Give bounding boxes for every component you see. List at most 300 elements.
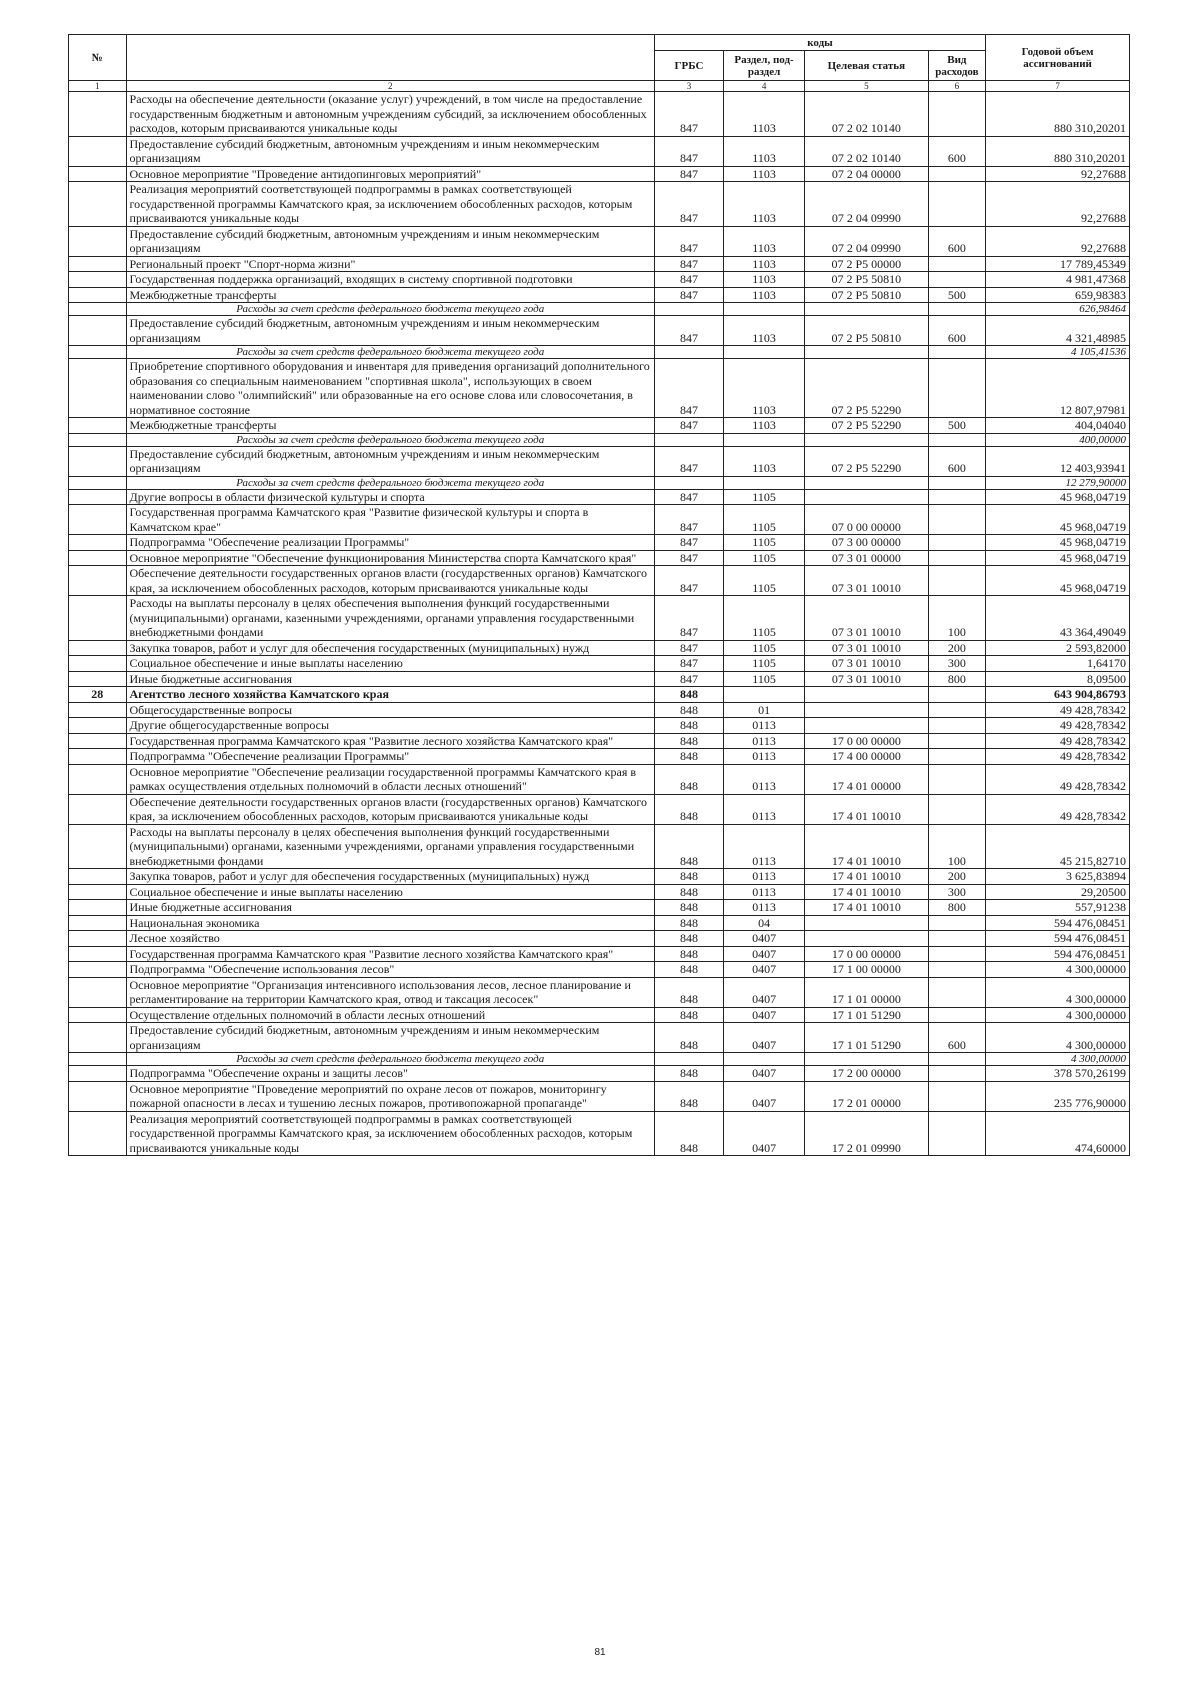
item-name-cell: Предоставление субсидий бюджетным, автономным учреждениям и иным некоммерческим организациям	[126, 226, 654, 256]
grbs-cell: 848	[654, 1066, 723, 1082]
grbs-cell	[654, 346, 723, 359]
amount-cell: 12 807,97981	[986, 359, 1130, 418]
target-article-cell	[805, 303, 929, 316]
table-row	[69, 489, 1130, 505]
budget-table	[68, 34, 1130, 1156]
target-article-cell: 17 2 01 09990	[805, 1111, 929, 1156]
target-article-cell: 17 4 01 00000	[805, 764, 929, 794]
header-annual-volume: Годовой объем ассигнований	[986, 35, 1130, 81]
item-name-cell: Предоставление субсидий бюджетным, автономным учреждениям и иным некоммерческим организациям	[126, 446, 654, 476]
table-row	[69, 446, 1130, 476]
target-article-cell: 07 3 01 10010	[805, 640, 929, 656]
row-number-cell	[69, 977, 127, 1007]
amount-cell: 880 310,20201	[986, 92, 1130, 137]
item-name-cell: Закупка товаров, работ и услуг для обеспечения государственных (муниципальных) нужд	[126, 640, 654, 656]
row-number-cell	[69, 346, 127, 359]
amount-cell: 404,04040	[986, 418, 1130, 434]
expense-type-cell: 600	[928, 446, 986, 476]
row-number-cell	[69, 182, 127, 227]
section-cell: 0407	[724, 931, 805, 947]
target-article-cell: 07 2 P5 52290	[805, 359, 929, 418]
expense-type-cell: 200	[928, 640, 986, 656]
section-cell: 0407	[724, 1023, 805, 1053]
header-target-article: Целевая статья	[805, 51, 929, 81]
row-number-cell	[69, 1007, 127, 1023]
grbs-cell: 847	[654, 92, 723, 137]
amount-cell: 43 364,49049	[986, 596, 1130, 641]
amount-cell: 1,64170	[986, 656, 1130, 672]
target-article-cell: 17 4 01 10010	[805, 794, 929, 824]
column-number: 3	[654, 81, 723, 92]
section-cell: 1103	[724, 359, 805, 418]
target-article-cell: 07 2 P5 50810	[805, 287, 929, 303]
row-number-cell	[69, 566, 127, 596]
grbs-cell: 847	[654, 272, 723, 288]
amount-cell: 4 300,00000	[986, 962, 1130, 978]
target-article-cell	[805, 718, 929, 734]
table-row	[69, 733, 1130, 749]
row-number-cell	[69, 418, 127, 434]
item-name-cell: Обеспечение деятельности государственных органов власти (государственных органов) Камчатского края, за исключением обособленных расходов, которым присваиваются уникальные коды	[126, 566, 654, 596]
row-number-cell	[69, 287, 127, 303]
item-name-cell: Национальная экономика	[126, 915, 654, 931]
amount-cell: 49 428,78342	[986, 702, 1130, 718]
target-article-cell: 07 2 P5 50810	[805, 272, 929, 288]
table-row	[69, 287, 1130, 303]
item-name-cell: Обеспечение деятельности государственных органов власти (государственных органов) Камчатского края, за исключением обособленных расходов, которым присваиваются уникальные коды	[126, 794, 654, 824]
table-header	[69, 35, 1130, 92]
header-number: №	[69, 35, 127, 81]
expense-type-cell	[928, 359, 986, 418]
expense-type-cell	[928, 718, 986, 734]
amount-cell: 4 300,00000	[986, 1007, 1130, 1023]
grbs-cell: 847	[654, 136, 723, 166]
header-expense-type: Вид расходов	[928, 51, 986, 81]
target-article-cell	[805, 489, 929, 505]
amount-cell: 880 310,20201	[986, 136, 1130, 166]
section-cell: 1103	[724, 136, 805, 166]
table-row	[69, 535, 1130, 551]
section-cell: 0113	[724, 884, 805, 900]
amount-cell: 474,60000	[986, 1111, 1130, 1156]
expense-type-cell	[928, 915, 986, 931]
target-article-cell: 17 4 01 10010	[805, 824, 929, 869]
expense-type-cell	[928, 1053, 986, 1066]
target-article-cell: 07 0 00 00000	[805, 505, 929, 535]
target-article-cell: 17 4 01 10010	[805, 900, 929, 916]
row-number-cell	[69, 550, 127, 566]
row-number-cell	[69, 476, 127, 489]
target-article-cell	[805, 931, 929, 947]
section-cell: 0407	[724, 1007, 805, 1023]
table-row	[69, 869, 1130, 885]
row-number-cell	[69, 946, 127, 962]
grbs-cell: 848	[654, 915, 723, 931]
grbs-cell	[654, 303, 723, 316]
target-article-cell: 07 3 01 10010	[805, 671, 929, 687]
federal-budget-row	[69, 346, 1130, 359]
target-article-cell: 17 2 01 00000	[805, 1081, 929, 1111]
amount-cell: 49 428,78342	[986, 764, 1130, 794]
item-name-cell: Другие вопросы в области физической культуры и спорта	[126, 489, 654, 505]
section-cell: 0113	[724, 733, 805, 749]
amount-cell: 45 968,04719	[986, 550, 1130, 566]
table-row	[69, 1081, 1130, 1111]
row-number-cell	[69, 92, 127, 137]
grbs-cell: 848	[654, 733, 723, 749]
table-row	[69, 656, 1130, 672]
table-row	[69, 931, 1130, 947]
table-row	[69, 640, 1130, 656]
item-name-cell: Лесное хозяйство	[126, 931, 654, 947]
amount-cell: 45 968,04719	[986, 535, 1130, 551]
expense-type-cell: 100	[928, 824, 986, 869]
target-article-cell: 07 3 00 00000	[805, 535, 929, 551]
section-cell: 0113	[724, 824, 805, 869]
table-row	[69, 915, 1130, 931]
column-number: 7	[986, 81, 1130, 92]
amount-cell: 594 476,08451	[986, 915, 1130, 931]
item-name-cell: Государственная программа Камчатского края "Развитие лесного хозяйства Камчатского края"	[126, 733, 654, 749]
item-name-cell: Социальное обеспечение и иные выплаты населению	[126, 656, 654, 672]
expense-type-cell	[928, 977, 986, 1007]
row-number-cell	[69, 1023, 127, 1053]
section-cell	[724, 1053, 805, 1066]
target-article-cell: 07 2 02 10140	[805, 92, 929, 137]
amount-cell: 45 968,04719	[986, 505, 1130, 535]
expense-type-cell	[928, 346, 986, 359]
section-cell: 0407	[724, 977, 805, 1007]
section-cell: 1105	[724, 640, 805, 656]
item-name-cell: Расходы за счет средств федерального бюджета текущего года	[126, 1053, 654, 1066]
federal-budget-row	[69, 476, 1130, 489]
grbs-cell: 847	[654, 446, 723, 476]
section-cell: 1105	[724, 566, 805, 596]
section-cell: 1105	[724, 505, 805, 535]
grbs-cell: 848	[654, 931, 723, 947]
amount-cell: 92,27688	[986, 166, 1130, 182]
section-cell: 1105	[724, 535, 805, 551]
table-row	[69, 946, 1130, 962]
target-article-cell: 07 2 P5 50810	[805, 316, 929, 346]
amount-cell: 557,91238	[986, 900, 1130, 916]
item-name-cell: Закупка товаров, работ и услуг для обеспечения государственных (муниципальных) нужд	[126, 869, 654, 885]
table-row	[69, 1023, 1130, 1053]
table-row	[69, 718, 1130, 734]
header-grbs: ГРБС	[654, 51, 723, 81]
expense-type-cell	[928, 92, 986, 137]
target-article-cell: 17 2 00 00000	[805, 1066, 929, 1082]
grbs-cell: 848	[654, 764, 723, 794]
section-cell: 1105	[724, 671, 805, 687]
target-article-cell: 07 3 01 10010	[805, 596, 929, 641]
expense-type-cell: 800	[928, 671, 986, 687]
row-number-cell	[69, 749, 127, 765]
expense-type-cell	[928, 489, 986, 505]
item-name-cell: Подпрограмма "Обеспечение использования лесов"	[126, 962, 654, 978]
row-number-cell	[69, 794, 127, 824]
item-name-cell: Основное мероприятие "Проведение мероприятий по охране лесов от пожаров, мониторингу пожарной опасности в лесах и тушению лесных пожаров, противопожарной пропаганде"	[126, 1081, 654, 1111]
page-number: 81	[594, 1647, 606, 1658]
row-number-cell	[69, 446, 127, 476]
section-cell: 0113	[724, 900, 805, 916]
column-number: 6	[928, 81, 986, 92]
target-article-cell	[805, 702, 929, 718]
amount-cell: 45 215,82710	[986, 824, 1130, 869]
row-number-cell	[69, 764, 127, 794]
section-cell: 1103	[724, 182, 805, 227]
table-row	[69, 749, 1130, 765]
item-name-cell: Подпрограмма "Обеспечение реализации Программы"	[126, 535, 654, 551]
expense-type-cell	[928, 433, 986, 446]
row-number-cell: 28	[69, 687, 127, 703]
expense-type-cell	[928, 702, 986, 718]
table-row	[69, 136, 1130, 166]
section-cell: 1105	[724, 596, 805, 641]
row-number-cell	[69, 656, 127, 672]
item-name-cell: Расходы на обеспечение деятельности (оказание услуг) учреждений, в том числе на предоставление государственным бюджетным и автономным учреждениям субсидий, за исключением обособленных расходов, которым присваиваются уникальные коды	[126, 92, 654, 137]
amount-cell: 4 300,00000	[986, 1023, 1130, 1053]
amount-cell: 4 981,47368	[986, 272, 1130, 288]
expense-type-cell: 300	[928, 656, 986, 672]
target-article-cell: 17 1 01 00000	[805, 977, 929, 1007]
item-name-cell: Основное мероприятие "Проведение антидопинговых мероприятий"	[126, 166, 654, 182]
table-row	[69, 1007, 1130, 1023]
item-name-cell: Государственная поддержка организаций, входящих в систему спортивной подготовки	[126, 272, 654, 288]
amount-cell: 378 570,26199	[986, 1066, 1130, 1082]
item-name-cell: Региональный проект "Спорт-норма жизни"	[126, 256, 654, 272]
item-name-cell: Основное мероприятие "Организация интенсивного использования лесов, лесное планирование и регламентирование на территории Камчатского края, отвод и таксация лесосек"	[126, 977, 654, 1007]
grbs-cell: 847	[654, 535, 723, 551]
grbs-cell: 847	[654, 640, 723, 656]
table-row	[69, 1111, 1130, 1156]
grbs-cell: 848	[654, 824, 723, 869]
section-cell: 1103	[724, 316, 805, 346]
table-row	[69, 596, 1130, 641]
target-article-cell	[805, 915, 929, 931]
amount-cell: 12 403,93941	[986, 446, 1130, 476]
amount-cell: 659,98383	[986, 287, 1130, 303]
section-cell: 1103	[724, 272, 805, 288]
row-number-cell	[69, 226, 127, 256]
grbs-cell: 848	[654, 1023, 723, 1053]
row-number-cell	[69, 505, 127, 535]
grbs-cell: 847	[654, 166, 723, 182]
target-article-cell: 17 4 01 10010	[805, 869, 929, 885]
section-cell: 0113	[724, 718, 805, 734]
grbs-cell	[654, 433, 723, 446]
table-row	[69, 962, 1130, 978]
row-number-cell	[69, 433, 127, 446]
grbs-cell: 847	[654, 256, 723, 272]
expense-type-cell	[928, 1081, 986, 1111]
grbs-cell: 848	[654, 1111, 723, 1156]
table-row	[69, 764, 1130, 794]
table-row	[69, 900, 1130, 916]
section-cell: 04	[724, 915, 805, 931]
amount-cell: 49 428,78342	[986, 733, 1130, 749]
budget-table-sheet	[68, 34, 1130, 1156]
grbs-cell: 847	[654, 489, 723, 505]
expense-type-cell: 800	[928, 900, 986, 916]
item-name-cell: Реализация мероприятий соответствующей подпрограммы в рамках соответствующей государственной программы Камчатского края, за исключением обособленных расходов, которым присваиваются уникальные коды	[126, 1111, 654, 1156]
section-cell	[724, 687, 805, 703]
expense-type-cell	[928, 535, 986, 551]
grbs-cell: 847	[654, 359, 723, 418]
amount-cell: 594 476,08451	[986, 931, 1130, 947]
amount-cell: 49 428,78342	[986, 749, 1130, 765]
item-name-cell: Межбюджетные трансферты	[126, 287, 654, 303]
section-cell: 1103	[724, 92, 805, 137]
section-cell	[724, 303, 805, 316]
item-name-cell: Расходы на выплаты персоналу в целях обеспечения выполнения функций государственными (муниципальными) органами, казенными учреждениями, органами управления государственными внебюджетными фондами	[126, 596, 654, 641]
amount-cell: 8,09500	[986, 671, 1130, 687]
item-name-cell: Иные бюджетные ассигнования	[126, 671, 654, 687]
row-number-cell	[69, 915, 127, 931]
grbs-cell: 848	[654, 900, 723, 916]
grbs-cell: 847	[654, 671, 723, 687]
grbs-cell: 848	[654, 702, 723, 718]
row-number-cell	[69, 596, 127, 641]
table-row	[69, 884, 1130, 900]
expense-type-cell: 600	[928, 316, 986, 346]
section-cell: 0407	[724, 1111, 805, 1156]
header-section: Раздел, под-раздел	[724, 51, 805, 81]
table-row	[69, 92, 1130, 137]
amount-cell: 4 300,00000	[986, 977, 1130, 1007]
amount-cell: 4 321,48985	[986, 316, 1130, 346]
expense-type-cell: 500	[928, 418, 986, 434]
column-number: 2	[126, 81, 654, 92]
section-cell: 1103	[724, 166, 805, 182]
target-article-cell: 07 2 P5 52290	[805, 418, 929, 434]
item-name-cell: Предоставление субсидий бюджетным, автономным учреждениям и иным некоммерческим организациям	[126, 136, 654, 166]
target-article-cell: 07 3 01 10010	[805, 656, 929, 672]
item-name-cell: Расходы на выплаты персоналу в целях обеспечения выполнения функций государственными (муниципальными) органами, казенными учреждениями, органами управления государственными внебюджетными фондами	[126, 824, 654, 869]
item-name-cell: Реализация мероприятий соответствующей подпрограммы в рамках соответствующей государственной программы Камчатского края, за исключением обособленных расходов, которым присваиваются уникальные коды	[126, 182, 654, 227]
table-row	[69, 1066, 1130, 1082]
item-name-cell: Расходы за счет средств федерального бюджета текущего года	[126, 346, 654, 359]
item-name-cell: Подпрограмма "Обеспечение реализации Программы"	[126, 749, 654, 765]
row-number-cell	[69, 962, 127, 978]
section-cell: 1105	[724, 489, 805, 505]
grbs-cell	[654, 1053, 723, 1066]
row-number-cell	[69, 535, 127, 551]
table-row	[69, 702, 1130, 718]
expense-type-cell	[928, 764, 986, 794]
grbs-cell: 848	[654, 946, 723, 962]
section-cell: 1105	[724, 656, 805, 672]
expense-type-cell: 100	[928, 596, 986, 641]
row-number-cell	[69, 900, 127, 916]
item-name-cell: Социальное обеспечение и иные выплаты населению	[126, 884, 654, 900]
amount-cell: 4 300,00000	[986, 1053, 1130, 1066]
expense-type-cell	[928, 166, 986, 182]
grbs-cell: 848	[654, 977, 723, 1007]
table-row	[69, 505, 1130, 535]
table-row	[69, 256, 1130, 272]
target-article-cell: 17 1 00 00000	[805, 962, 929, 978]
expense-type-cell	[928, 303, 986, 316]
item-name-cell: Государственная программа Камчатского края "Развитие лесного хозяйства Камчатского края"	[126, 946, 654, 962]
section-cell: 0407	[724, 946, 805, 962]
grbs-cell: 848	[654, 884, 723, 900]
grbs-cell: 848	[654, 962, 723, 978]
target-article-cell	[805, 476, 929, 489]
section-cell	[724, 346, 805, 359]
row-number-cell	[69, 1081, 127, 1111]
grbs-cell: 847	[654, 505, 723, 535]
expense-type-cell	[928, 931, 986, 947]
section-cell: 0407	[724, 1081, 805, 1111]
table-body	[69, 92, 1130, 1156]
target-article-cell: 17 1 01 51290	[805, 1023, 929, 1053]
amount-cell: 92,27688	[986, 182, 1130, 227]
target-article-cell: 17 1 01 51290	[805, 1007, 929, 1023]
item-name-cell: Приобретение спортивного оборудования и инвентаря для приведения организаций дополнительного образования со специальным наименованием "спортивная школа", использующих в своем наименовании слово "олимпийский" или образованные на его основе слова или словосочетания, в нормативное состояние	[126, 359, 654, 418]
item-name-cell: Агентство лесного хозяйства Камчатского края	[126, 687, 654, 703]
grbs-cell: 847	[654, 287, 723, 303]
item-name-cell: Другие общегосударственные вопросы	[126, 718, 654, 734]
target-article-cell	[805, 346, 929, 359]
row-number-cell	[69, 1111, 127, 1156]
grbs-cell: 847	[654, 182, 723, 227]
row-number-cell	[69, 931, 127, 947]
row-number-cell	[69, 256, 127, 272]
expense-type-cell	[928, 1007, 986, 1023]
target-article-cell	[805, 1053, 929, 1066]
header-name	[126, 35, 654, 81]
row-number-cell	[69, 1066, 127, 1082]
item-name-cell: Осуществление отдельных полномочий в области лесных отношений	[126, 1007, 654, 1023]
agency-row	[69, 687, 1130, 703]
amount-cell: 92,27688	[986, 226, 1130, 256]
expense-type-cell	[928, 962, 986, 978]
target-article-cell: 07 2 P5 00000	[805, 256, 929, 272]
amount-cell: 2 593,82000	[986, 640, 1130, 656]
expense-type-cell: 600	[928, 136, 986, 166]
item-name-cell: Основное мероприятие "Обеспечение функционирования Министерства спорта Камчатского края"	[126, 550, 654, 566]
item-name-cell: Расходы за счет средств федерального бюджета текущего года	[126, 303, 654, 316]
target-article-cell: 17 4 00 00000	[805, 749, 929, 765]
expense-type-cell	[928, 182, 986, 227]
section-cell: 1103	[724, 226, 805, 256]
grbs-cell: 848	[654, 794, 723, 824]
section-cell: 1103	[724, 418, 805, 434]
row-number-cell	[69, 303, 127, 316]
federal-budget-row	[69, 303, 1130, 316]
row-number-cell	[69, 824, 127, 869]
section-cell	[724, 433, 805, 446]
row-number-cell	[69, 733, 127, 749]
expense-type-cell: 300	[928, 884, 986, 900]
amount-cell: 29,20500	[986, 884, 1130, 900]
expense-type-cell	[928, 272, 986, 288]
expense-type-cell	[928, 687, 986, 703]
target-article-cell	[805, 687, 929, 703]
expense-type-cell	[928, 550, 986, 566]
expense-type-cell: 600	[928, 226, 986, 256]
row-number-cell	[69, 316, 127, 346]
grbs-cell: 848	[654, 1081, 723, 1111]
target-article-cell: 07 3 01 10010	[805, 566, 929, 596]
amount-cell: 45 968,04719	[986, 489, 1130, 505]
row-number-cell	[69, 272, 127, 288]
table-row	[69, 316, 1130, 346]
expense-type-cell	[928, 1111, 986, 1156]
section-cell: 1105	[724, 550, 805, 566]
item-name-cell: Расходы за счет средств федерального бюджета текущего года	[126, 433, 654, 446]
